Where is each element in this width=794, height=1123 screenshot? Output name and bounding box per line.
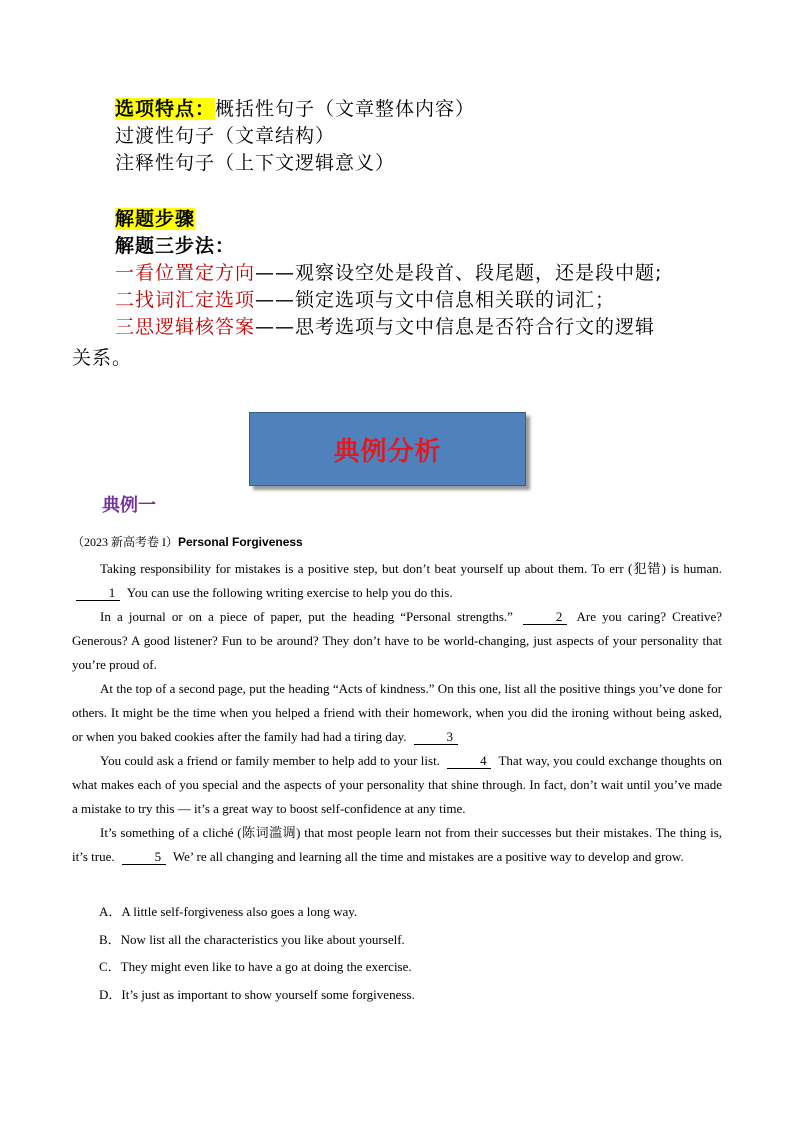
feature-summary-sentence: 概括性句子（文章整体内容） bbox=[215, 98, 476, 120]
blank-1: 1 bbox=[76, 586, 120, 601]
source-exam: （2023 新高考卷 I） bbox=[72, 535, 178, 549]
passage-source bbox=[72, 533, 303, 550]
option-c: C．They might even like to have a go at doing the exercise. bbox=[99, 959, 412, 974]
option-b: B．Now list all the characteristics you like about yourself. bbox=[99, 931, 405, 947]
solution-steps-section bbox=[115, 206, 662, 341]
paragraph-3: At the top of a second page, put the heading “Acts of kindness.” On this one, list all the positive things you’ve done for others. It might be the time when you helped a friend with their homework, when you did the ironing without being asked, or when you baked cookies after the family had had a tiring day. 3 bbox=[72, 681, 722, 744]
passage-title: Personal Forgiveness bbox=[178, 535, 303, 549]
answer-options bbox=[99, 900, 415, 1010]
option-features-label: 选项特点： bbox=[115, 98, 216, 120]
blank-5: 5 bbox=[122, 850, 166, 865]
paragraph-2: In a journal or on a piece of paper, put the heading “Personal strengths.” 2 Are you caring? Creative? Generous? A good listener? Fun to be around? They don’t have to be world-changing, just aspects of your personality that you’re proud of. bbox=[72, 609, 722, 672]
three-step-method-title: 解题三步法： bbox=[115, 235, 236, 257]
option-a: A．A little self-forgiveness also goes a long way. bbox=[99, 904, 358, 919]
step-one-title: 一看位置定方向 bbox=[115, 262, 256, 284]
reading-passage bbox=[72, 557, 722, 869]
paragraph-1: Taking responsibility for mistakes is a positive step, but don’t beat yourself up about them. To err (犯错) is human. 1 You can use the following writing exercise to help you do this. bbox=[72, 557, 722, 605]
step-two bbox=[115, 287, 662, 314]
paragraph-4: You could ask a friend or family member to help add to your list. 4 That way, you could exchange thoughts on what makes each of you special and the aspects of your personality that shine through. In fact, don’t wait until you’ve made a mistake to try this — it’s a great way to boost self-confidence at any time. bbox=[72, 753, 722, 816]
option-features-section bbox=[115, 96, 475, 177]
blank-4: 4 bbox=[447, 754, 491, 769]
step-one-text: ——观察设空处是段首、段尾题，还是段中题; bbox=[255, 262, 663, 284]
example-one-heading: 典例一 bbox=[102, 495, 156, 516]
example-analysis-banner bbox=[249, 412, 526, 486]
solution-steps-heading: 解题步骤 bbox=[115, 208, 196, 230]
option-d: D．It’s just as important to show yourself some forgiveness. bbox=[99, 986, 415, 1002]
step-three-continuation: 关系。 bbox=[72, 347, 133, 369]
feature-explanation-sentence: 注释性句子（上下文逻辑意义） bbox=[115, 152, 396, 174]
blank-3: 3 bbox=[414, 730, 458, 745]
paragraph-5: It’s something of a cliché (陈词滥调) that most people learn not from their successes but their mistakes. The thing is, it’s true. 5 We’ re all changing and learning all the time and mistakes are a positive way to develop and grow. bbox=[72, 825, 722, 864]
step-two-text: ——锁定选项与文中信息相关联的词汇； bbox=[255, 289, 616, 311]
banner-title: 典例分析 bbox=[333, 436, 442, 467]
blank-2: 2 bbox=[523, 610, 567, 625]
step-three bbox=[115, 314, 662, 341]
step-three-text: ——思考选项与文中信息是否符合行文的逻辑 bbox=[255, 316, 656, 338]
step-three-title: 三思逻辑核答案 bbox=[115, 316, 256, 338]
step-two-title: 二找词汇定选项 bbox=[115, 289, 256, 311]
step-one bbox=[115, 260, 662, 287]
feature-transition-sentence: 过渡性句子（文章结构） bbox=[115, 125, 336, 147]
